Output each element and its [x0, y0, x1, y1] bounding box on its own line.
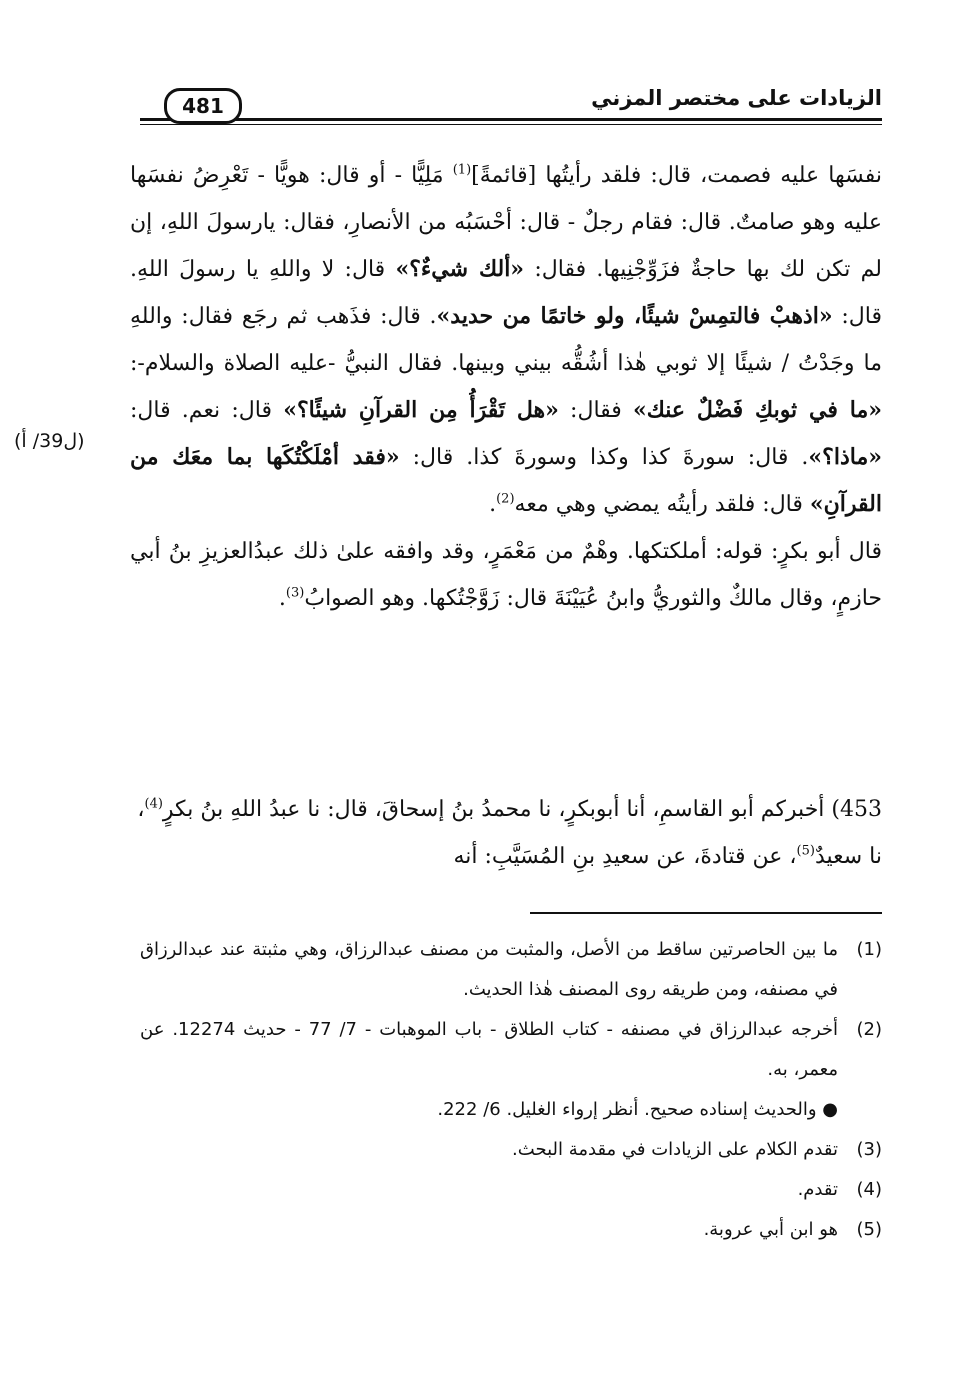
footnote-5: (5) هو ابن أبي عروبة.	[703, 1219, 882, 1240]
quote: «اذهبْ فالتمِسْ شيئًا، ولو خاتمًا من حديد»	[436, 303, 833, 329]
margin-manuscript-ref: (ل39/ أ)	[14, 430, 85, 452]
paragraph-hadith-text: نفسَها عليه فصمت، قال: فلقد رأيتُها [قائمةً]$^{(1)}$ مَلِيًّا - أو قال: هويًّا - تَعْرِضُ نفسَها عليه وهو صامتٌ. قال: فقام رجلٌ - قال: أحْسَبُه من الأنصارِ، فقال: يارسولَ اللهِ، إن لم تكن لك بها حاجةٌ فزَوِّجْنِيها. فقال: «ألك شيءٌ؟» قال: لا واللهِ يا رسولَ اللهِ. قال: «اذهبْ فالتمِسْ شيئًا، ولو خاتمًا من حديد». قال: فذَهب ثم رجَع فقال: واللهِ ما وجَدْتُ / شيئًا إلا ثوبي هٰذا أشُقُّه بيني وبينها. فقال النبيُّ -عليه الصلاة والسلام-: «ما في ثوبكِ فَضْلٌ عنك» فقال: «هل تَقْرَأُ مِن القرآنِ شيئًا؟» قال: نعم. قال: «ماذا؟». قال: سورةَ كذا وكذا وسورةَ كذا. قال: «فقد أمْلَكْتُكَها بما معَك من القرآنِ» قال: فلقد رأيتُه يمضي وهي معه$^{(2)}$.	[130, 162, 883, 517]
footnote-2: (2) أخرجه عبدالرزاق في مصنفه - كتاب الطلاق - باب الموهبات - 7/ 77 - حديث 12274. عن معمر، به.	[140, 1019, 882, 1080]
footnote-3: (3) تقدم الكلام على الزيادات في مقدمة البحث.	[512, 1139, 882, 1160]
footnote-2-note: ● والحديث إسناده صحيح. أنظر إرواء الغليل. 6/ 222.	[437, 1099, 838, 1120]
footnote-ref-4[interactable]: (4)	[144, 796, 163, 812]
header-rule-thin	[140, 124, 882, 125]
running-header	[140, 86, 882, 132]
quote: «ألك شيءٌ؟»	[395, 256, 525, 282]
footnotes	[140, 930, 882, 1250]
quote: «ماذا؟»	[808, 444, 882, 470]
footnote-ref-2[interactable]: (2)	[496, 491, 515, 507]
hadith-number: 453)	[831, 797, 882, 822]
quote: «هل تَقْرَأُ مِن القرآنِ شيئًا؟»	[283, 397, 559, 423]
page-number: 481	[164, 88, 242, 124]
footnote-ref-1[interactable]: (1)	[452, 162, 472, 178]
main-text	[130, 152, 882, 622]
quote: «ما في ثوبكِ فَضْلٌ عنك»	[633, 397, 882, 423]
book-title: الزيادات على مختصر المزني	[591, 86, 882, 110]
footnote-4: (4) تقدم.	[797, 1179, 882, 1200]
footnote-ref-5[interactable]: (5)	[796, 843, 815, 859]
footnote-1: (1) ما بين الحاصرتين ساقط من الأصل، والمثبت من مصنف عبدالرزاق، وهي مثبتة عند عبدالرزاق في مصنفه، ومن طريقه روى المصنف هٰذا الحديث.	[140, 939, 882, 1000]
hadith-453: 453) أخبركم أبو القاسمِ، أنا أبوبكرٍ، نا محمدُ بنُ إسحاقَ، قال: نا عبدُ اللهِ بنُ بكرٍ$^{(4)}$، نا سعيدٌ$^{(5)}$، عن قتادةَ، عن سعيدِ بنِ المُسَيَّبِ: أنه	[137, 796, 882, 869]
footnote-ref-3[interactable]: (3)	[285, 585, 305, 601]
paragraph-commentary: قال أبو بكرٍ: قوله: أملكتكها. وهْمٌ من مَعْمَرٍ، وقد وافقه علىٰ ذلك عبدُالعزيزِ بنُ أبي حازمٍ، وقال مالكٌ والثوريُّ وابنُ عُيَيْنَةَ قال: زَوَّجْتُكها. وهو الصوابُ$^{(3)}$.	[130, 539, 882, 611]
quote: «فقد أمْلَكْتُكَها بما معَك من القرآنِ»	[130, 444, 882, 517]
header-rule	[140, 118, 882, 121]
footnote-separator	[530, 912, 882, 914]
